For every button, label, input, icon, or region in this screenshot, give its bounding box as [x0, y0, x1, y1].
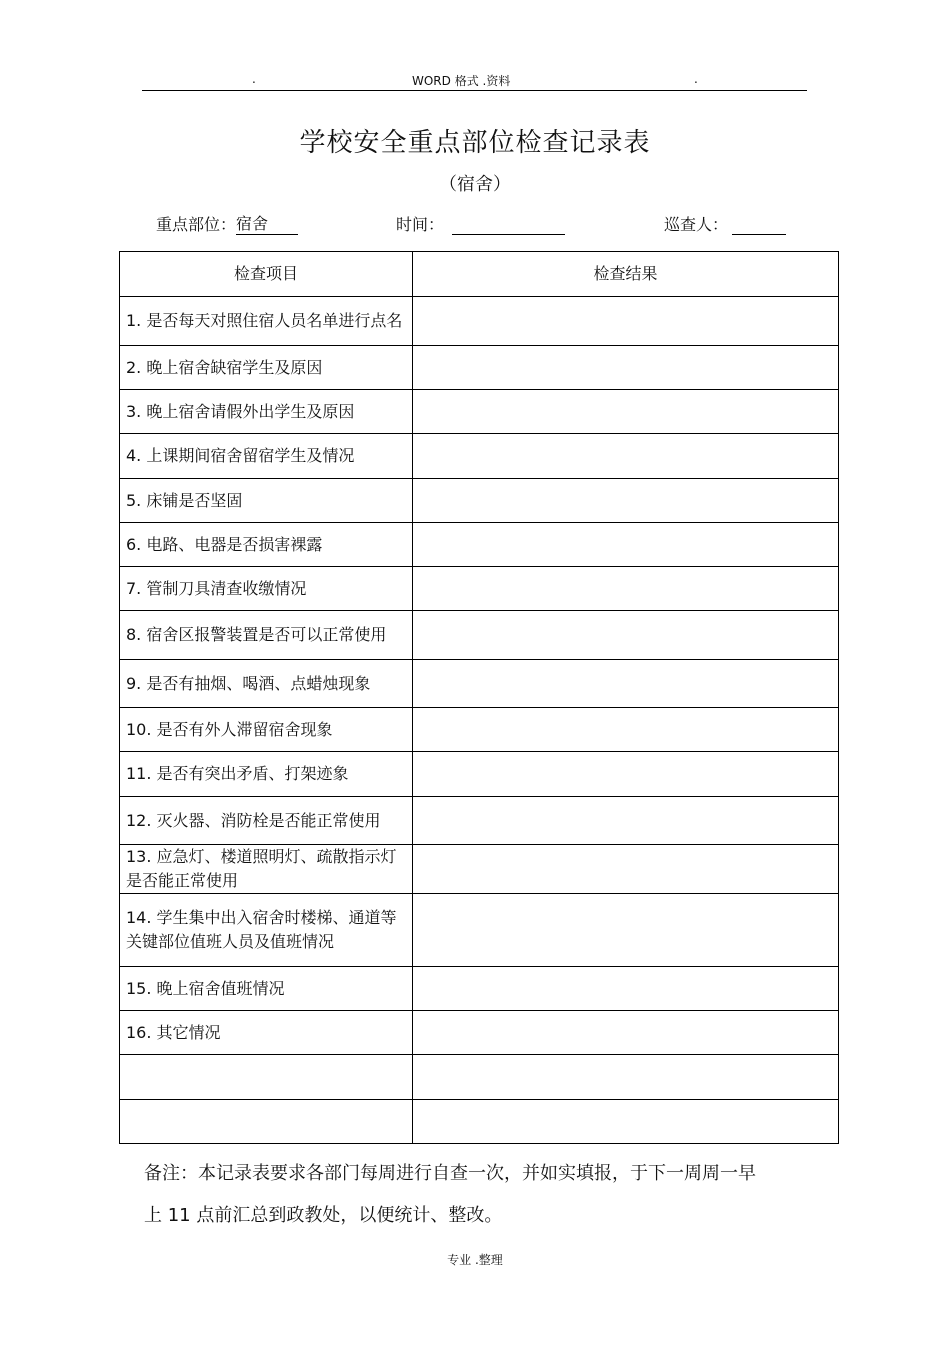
table-row [120, 346, 839, 390]
item-cell: 8. 宿舍区报警装置是否可以正常使用 [120, 611, 413, 660]
time-field [396, 212, 565, 235]
column-header-item: 检查项目 [120, 252, 413, 297]
result-cell[interactable] [413, 567, 839, 611]
item-cell: 12. 灭火器、消防栓是否能正常使用 [120, 797, 413, 845]
column-header-result: 检查结果 [413, 252, 839, 297]
page-subtitle: （宿舍） [439, 174, 511, 195]
page-header [142, 68, 807, 91]
inspection-table [119, 251, 839, 1144]
result-cell[interactable] [413, 894, 839, 967]
location-value: 宿舍 [236, 214, 298, 235]
table-row [120, 967, 839, 1011]
result-cell[interactable] [413, 390, 839, 434]
result-cell[interactable] [413, 752, 839, 797]
table-row [120, 708, 839, 752]
table-row [120, 752, 839, 797]
item-cell: 9. 是否有抽烟、喝酒、点蜡烛现象 [120, 660, 413, 708]
result-cell[interactable] [413, 611, 839, 660]
result-cell[interactable] [413, 967, 839, 1011]
result-cell[interactable] [413, 297, 839, 346]
result-cell[interactable] [413, 660, 839, 708]
table-row [120, 611, 839, 660]
table-row [120, 523, 839, 567]
item-cell: 14. 学生集中出入宿舍时楼梯、通道等关键部位值班人员及值班情况 [120, 894, 413, 967]
item-cell: 10. 是否有外人滞留宿舍现象 [120, 708, 413, 752]
result-cell[interactable] [413, 523, 839, 567]
item-cell: 4. 上课期间宿舍留宿学生及情况 [120, 434, 413, 479]
item-cell: 16. 其它情况 [120, 1011, 413, 1055]
item-cell: 2. 晚上宿舍缺宿学生及原因 [120, 346, 413, 390]
inspector-label: 巡查人： [664, 215, 729, 234]
item-cell: 3. 晚上宿舍请假外出学生及原因 [120, 390, 413, 434]
result-cell[interactable] [413, 708, 839, 752]
header-left-dot: . [252, 72, 256, 86]
item-cell: 6. 电路、电器是否损害裸露 [120, 523, 413, 567]
location-label: 重点部位： [156, 215, 237, 234]
result-cell[interactable] [413, 1100, 839, 1144]
result-cell[interactable] [413, 434, 839, 479]
item-cell[interactable] [120, 1055, 413, 1100]
table-row [120, 1055, 839, 1100]
table-row [120, 297, 839, 346]
table-row [120, 1100, 839, 1144]
remark-note: 备注：本记录表要求各部门每周进行自查一次，并如实填报，于下一周周一早上 11 点前汇总到政教处，以便统计、整改。 [144, 1163, 756, 1226]
item-cell[interactable] [120, 1100, 413, 1144]
item-cell: 11. 是否有突出矛盾、打架迹象 [120, 752, 413, 797]
table-row [120, 797, 839, 845]
inspector-value [732, 214, 786, 235]
table-row [120, 567, 839, 611]
header-right-dot: . [694, 72, 698, 86]
page-title: 学校安全重点部位检查记录表 [299, 128, 651, 158]
result-cell[interactable] [413, 845, 839, 894]
inspector-field [664, 212, 786, 235]
table-row [120, 845, 839, 894]
result-cell[interactable] [413, 797, 839, 845]
table-row [120, 479, 839, 523]
table-row [120, 660, 839, 708]
item-cell: 13. 应急灯、楼道照明灯、疏散指示灯是否能正常使用 [120, 845, 413, 894]
result-cell[interactable] [413, 479, 839, 523]
table-row [120, 894, 839, 967]
result-cell[interactable] [413, 1055, 839, 1100]
table-row [120, 434, 839, 479]
result-cell[interactable] [413, 346, 839, 390]
header-center-text: WORD 格式 .资料 [412, 74, 511, 88]
table-row [120, 390, 839, 434]
item-cell: 15. 晚上宿舍值班情况 [120, 967, 413, 1011]
page-footer: 专业 .整理 [447, 1253, 503, 1267]
item-cell: 1. 是否每天对照住宿人员名单进行点名 [120, 297, 413, 346]
location-field [156, 212, 298, 235]
item-cell: 7. 管制刀具清查收缴情况 [120, 567, 413, 611]
item-cell: 5. 床铺是否坚固 [120, 479, 413, 523]
table-row [120, 1011, 839, 1055]
time-label: 时间： [396, 215, 445, 234]
table-header-row [120, 252, 839, 297]
result-cell[interactable] [413, 1011, 839, 1055]
time-value [452, 214, 565, 235]
